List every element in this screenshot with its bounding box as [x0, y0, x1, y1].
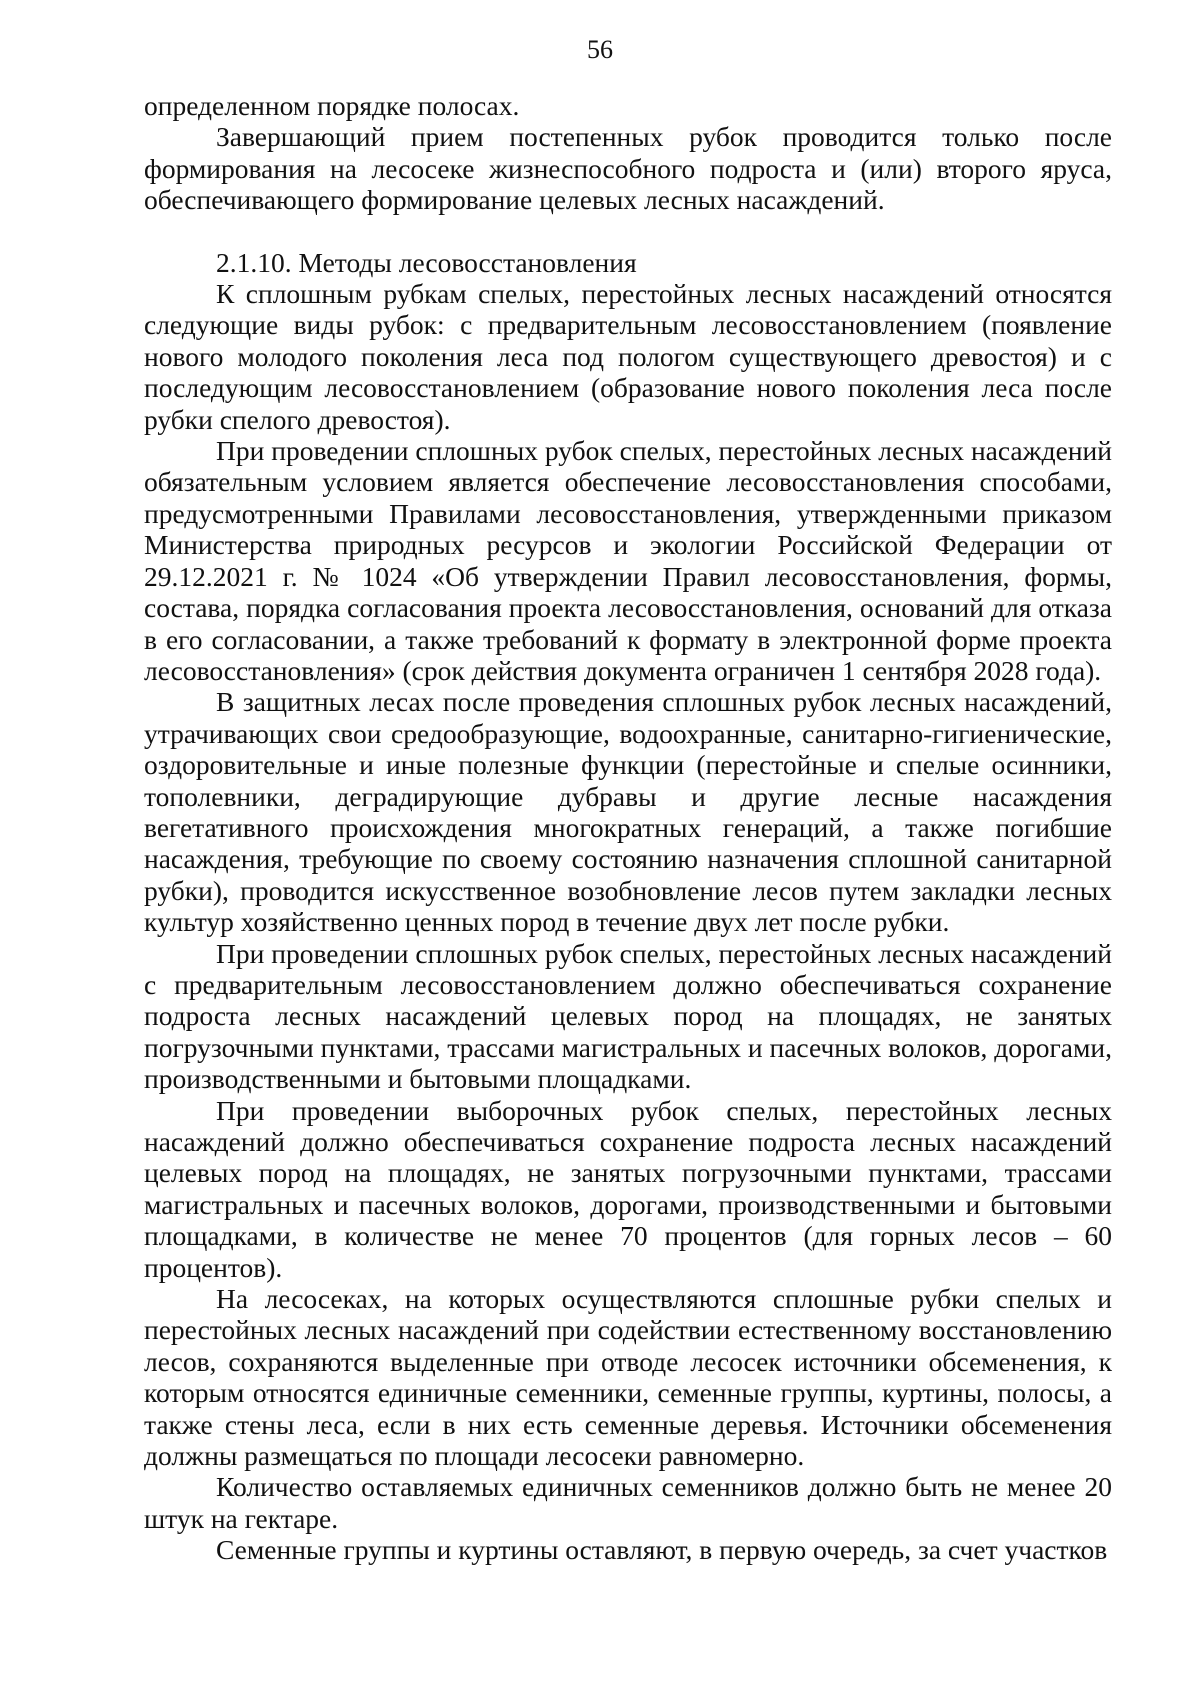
paragraph-protective-forests: В защитных лесах после проведения сплошных рубок лесных насаждений, утрачивающих свои средообразующие, водоохранные, санитарно-гигиенические, оздоровительные и иные полезные функции (перестойные и спелые осинники, тополевники, деградирующие дубравы и другие лесные насаждения вегетативного происхождения многократных генераций, а также погибшие насаждения, требующие по своему состоянию назначения сплошной санитарной рубки), проводится искусственное возобновление лесов путем закладки лесных культур хозяйственно ценных пород в течение двух лет после рубки.	[144, 686, 1112, 938]
paragraph-final-cut: Завершающий прием постепенных рубок проводится только после формирования на лесосеке жизнеспособного подроста и (или) второго яруса, обеспечивающего формирование целевых лесных насаждений.	[144, 121, 1112, 216]
page-number: 56	[587, 35, 613, 64]
paragraph-seed-tree-count: Количество оставляемых единичных семенников должно быть не менее 20 штук на гектаре.	[144, 1471, 1112, 1534]
paragraph-seed-sources: На лесосеках, на которых осуществляются сплошные рубки спелых и перестойных лесных насаждений при содействии естественному восстановлению лесов, сохраняются выделенные при отводе лесосек источники обсеменения, к которым относятся единичные семенники, семенные группы, куртины, полосы, а также стены леса, если в них есть семенные деревья. Источники обсеменения должны размещаться по площади лесосеки равномерно.	[144, 1283, 1112, 1472]
paragraph-clear-cut-types: К сплошным рубкам спелых, перестойных лесных насаждений относятся следующие виды рубок: с предварительным лесовосстановлением (появление нового молодого поколения леса под пологом существующего древостоя) и с последующим лесовосстановлением (образование нового поколения леса после рубки спелого древостоя).	[144, 278, 1112, 435]
paragraph-continuation: определенном порядке полосах.	[144, 90, 520, 121]
document-body	[144, 90, 1112, 1566]
paragraph-selective-cuts: При проведении выборочных рубок спелых, перестойных лесных насаждений должно обеспечиваться сохранение подроста лесных насаждений целевых пород на площадях, не занятых погрузочными пунктами, трассами магистральных и пасечных волоков, дорогами, производственными и бытовыми площадками, в количестве не менее 70 процентов (для горных лесов – 60 процентов).	[144, 1094, 1112, 1283]
paragraph-reforestation-rules: При проведении сплошных рубок спелых, перестойных лесных насаждений обязательным условием является обеспечение лесовосстановления способами, предусмотренными Правилами лесовосстановления, утвержденными приказом Министерства природных ресурсов и экологии Российской Федерации от 29.12.2021 г. № 1024 «Об утверждении Правил лесовосстановления, формы, состава, порядка согласования проекта лесовосстановления, оснований для отказа в его согласовании, а также требований к формату в электронной форме проекта лесовосстановления» (срок действия документа ограничен 1 сентября 2028 года).	[144, 435, 1112, 686]
section-heading: 2.1.10. Методы лесовосстановления	[216, 246, 637, 278]
paragraph-seed-groups: Семенные группы и куртины оставляют, в первую очередь, за счет участков	[216, 1534, 1108, 1566]
paragraph-undergrowth-preservation: При проведении сплошных рубок спелых, перестойных лесных насаждений с предварительным лесовосстановлением должно обеспечиваться сохранение подроста лесных насаждений целевых пород на площадях, не занятых погрузочными пунктами, трассами магистральных и пасечных волоков, дорогами, производственными и бытовыми площадками.	[144, 937, 1112, 1095]
